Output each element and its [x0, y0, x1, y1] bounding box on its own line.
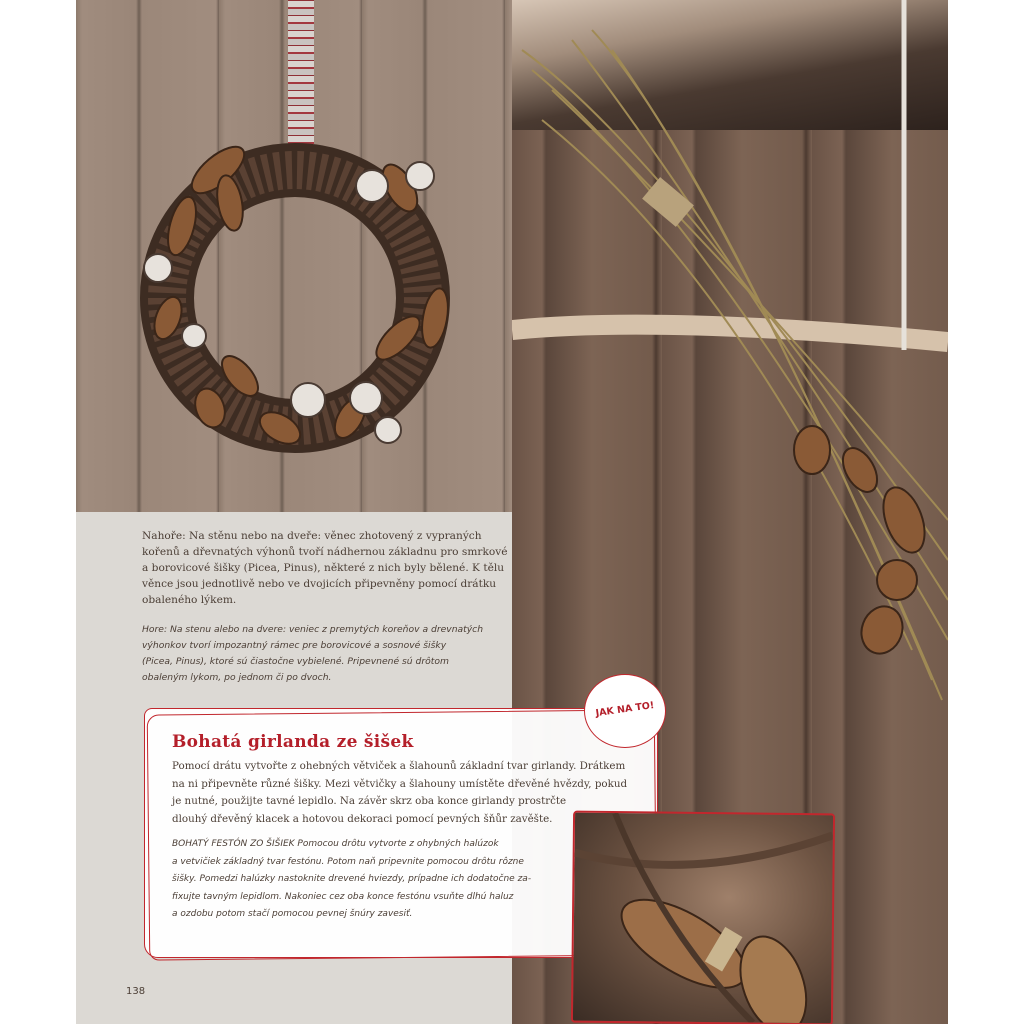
pine-cone-closeup-image — [573, 813, 833, 1024]
caption-line: kořenů a dřevnatých výhonů tvoří nádhernou základnu pro smrkové — [142, 546, 508, 558]
page-number: 138 — [126, 986, 146, 997]
howto-line: a vetvičiek základný tvar festónu. Potom naň pripevnite pomocou drôtu rôzne — [172, 856, 524, 867]
caption-line: výhonkov tvorí impozantný rámec pre borovicové a sosnové šišky — [142, 640, 447, 651]
caption-line: (Picea, Pinus), ktoré sú čiastočne vybielené. Pripevnené sú drôtom — [142, 656, 449, 667]
caption-czech — [142, 528, 512, 608]
howto-line: Pomocí drátu vytvořte z ohebných větviček a šlahounů základní tvar girlandy. Drátkem — [172, 760, 626, 772]
howto-slovak-text — [172, 836, 572, 924]
caption-line: a borovicové šišky (Picea, Pinus), některé z nich byly bělené. K tělu — [142, 562, 505, 574]
caption-slovak — [142, 622, 512, 686]
howto-line: je nutné, použijte tavné lepidlo. Na závěr skrz oba konce girlandy prostrčte — [172, 795, 567, 807]
caption-line: obaleným lykom, po jednom či po dvoch. — [142, 672, 332, 683]
book-page — [76, 0, 948, 1024]
howto-line: a ozdobu potom stačí pomocou pevnej šnúry zavesiť. — [172, 909, 413, 919]
wreath-caption — [142, 528, 512, 686]
howto-line: fixujte tavným lepidlom. Nakoniec cez oba konce festónu vsuňte dlhú haluz — [172, 891, 514, 902]
howto-line: na ni připevněte různé šišky. Mezi větvičky a šlahouny umístěte dřevěné hvězdy, pokud — [172, 777, 628, 790]
hanging-broom-image — [512, 0, 948, 720]
howto-line: šišky. Pomedzi halúzky nastoknite drevené hviezdy, prípadne ich dodatočne za- — [172, 874, 532, 884]
caption-line: obaleného lýkem. — [142, 594, 237, 606]
howto-czech-text — [172, 758, 642, 828]
pine-cone-closeup-photo — [571, 811, 835, 1024]
pine-cone-wreath-image — [120, 118, 470, 468]
caption-line: věnce jsou jednotlivě nebo ve dvojicích připevněny pomocí drátku — [142, 578, 497, 590]
caption-line: Nahoře: Na stěnu nebo na dveře: věnec zhotovený z vypraných — [142, 530, 482, 542]
howto-badge-label: JAK NA TO! — [594, 699, 656, 720]
howto-line: dlouhý dřevěný klacek a hotovou dekoraci pomocí pevných šňůr zavěšte. — [172, 812, 553, 825]
howto-line: BOHATÝ FESTÓN ZO ŠIŠIEK Pomocou drôtu vytvorte z ohybných halúzok — [172, 839, 499, 849]
caption-line: Hore: Na stenu alebo na dvere: veniec z premytých koreňov a drevnatých — [142, 624, 484, 635]
howto-title: Bohatá girlanda ze šišek — [172, 732, 414, 752]
wreath-photo — [76, 0, 512, 512]
